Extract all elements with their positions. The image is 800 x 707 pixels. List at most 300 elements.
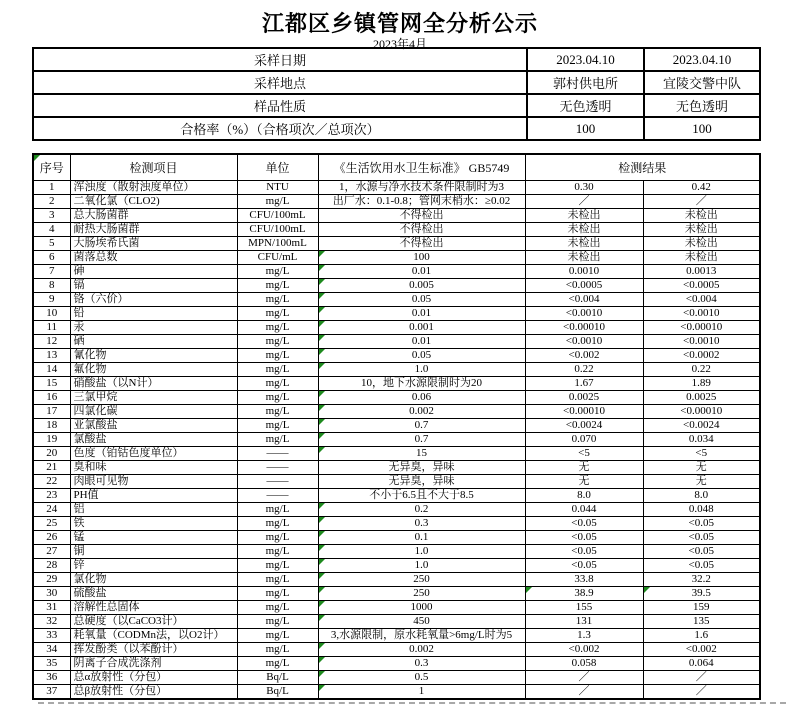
result-cell-2: [643, 545, 760, 559]
table-row: [33, 349, 760, 363]
row-number-cell: 22: [33, 475, 70, 489]
result-text-1: <0.0010: [565, 335, 603, 347]
excel-error-triangle-icon: [319, 657, 325, 663]
standard-cell: [318, 601, 525, 615]
unit-cell: ——: [237, 447, 318, 461]
row-number-cell: 20: [33, 447, 70, 461]
result-text-2: 1.89: [691, 377, 711, 389]
excel-error-triangle-icon: [319, 363, 325, 369]
result-cell-2: [643, 447, 760, 461]
row-number-cell: 31: [33, 601, 70, 615]
result-text-2: 159: [693, 601, 710, 613]
results-header-row: [33, 154, 760, 181]
unit-cell: Bq/L: [237, 685, 318, 700]
standard-text: 0.06: [411, 391, 432, 403]
table-row: [33, 559, 760, 573]
result-cell-1: [525, 349, 643, 363]
summary-table-body: [33, 48, 760, 140]
standard-cell: [318, 615, 525, 629]
table-row: [33, 461, 760, 475]
result-cell-1: [525, 531, 643, 545]
result-text-1: 未检出: [567, 251, 601, 263]
result-text-1: 0.058: [571, 657, 597, 669]
standard-cell: [318, 265, 525, 279]
standard-text: 0.01: [411, 307, 432, 319]
standard-cell: [318, 573, 525, 587]
header-cell-no: [33, 154, 70, 181]
excel-error-triangle-icon: [319, 601, 325, 607]
excel-error-triangle-icon: [319, 573, 325, 579]
result-cell-2: [643, 559, 760, 573]
item-cell: 三氯甲烷: [70, 391, 237, 405]
result-text-2: <0.00010: [680, 321, 723, 333]
result-cell-1: [525, 489, 643, 503]
excel-error-triangle-icon: [319, 503, 325, 509]
standard-cell: [318, 335, 525, 349]
result-cell-2: [643, 601, 760, 615]
row-number-cell: 3: [33, 209, 70, 223]
unit-cell: mg/L: [237, 517, 318, 531]
item-cell: 氟化物: [70, 363, 237, 377]
result-cell-1: [525, 181, 643, 195]
standard-cell: [318, 321, 525, 335]
unit-cell: mg/L: [237, 615, 318, 629]
result-cell-1: [525, 629, 643, 643]
standard-cell: [318, 237, 525, 251]
excel-error-triangle-icon: [319, 391, 325, 397]
table-row: [33, 181, 760, 195]
table-row: [33, 433, 760, 447]
summary-label-cell: 合格率（%）（合格项次／总项次）: [33, 117, 527, 140]
result-text-2: 0.0025: [686, 391, 717, 403]
result-text-1: <0.00010: [563, 321, 605, 333]
standard-text: 0.7: [414, 433, 429, 445]
row-number-cell: 4: [33, 223, 70, 237]
result-cell-1: [525, 685, 643, 700]
standard-cell: [318, 475, 525, 489]
row-number-cell: 11: [33, 321, 70, 335]
result-cell-2: [643, 223, 760, 237]
unit-cell: mg/L: [237, 531, 318, 545]
standard-text: 250: [413, 573, 430, 585]
item-cell: 铅: [70, 307, 237, 321]
unit-cell: NTU: [237, 181, 318, 195]
result-text-1: ／: [578, 685, 590, 697]
result-cell-1: [525, 391, 643, 405]
unit-cell: mg/L: [237, 307, 318, 321]
result-text-2: ／: [695, 685, 707, 697]
standard-cell: [318, 307, 525, 321]
excel-error-triangle-icon: [319, 671, 325, 677]
standard-cell: [318, 293, 525, 307]
result-text-1: 0.0025: [568, 391, 600, 403]
table-row: [33, 209, 760, 223]
table-row: [33, 223, 760, 237]
result-cell-1: [525, 307, 643, 321]
results-table-body: [33, 181, 760, 700]
standard-text: 0.5: [414, 671, 429, 683]
item-cell: 硝酸盐（以N计）: [70, 377, 237, 391]
unit-cell: mg/L: [237, 559, 318, 573]
standard-cell: [318, 433, 525, 447]
row-number-cell: 13: [33, 349, 70, 363]
result-text-2: <0.0005: [683, 279, 720, 291]
result-text-1: 131: [575, 615, 593, 627]
result-text-1: 33.8: [574, 573, 594, 585]
result-text-2: 135: [693, 615, 710, 627]
result-cell-2: [643, 335, 760, 349]
excel-error-triangle-icon: [319, 349, 325, 355]
result-cell-1: [525, 517, 643, 531]
unit-cell: mg/L: [237, 349, 318, 363]
standard-text: 0.7: [414, 419, 429, 431]
standard-cell: [318, 531, 525, 545]
table-row: [33, 587, 760, 601]
row-number-cell: 35: [33, 657, 70, 671]
row-number-cell: 37: [33, 685, 70, 700]
standard-text: 0.05: [411, 293, 432, 305]
item-cell: 氯化物: [70, 573, 237, 587]
row-number-cell: 5: [33, 237, 70, 251]
result-text-1: <0.05: [571, 545, 597, 557]
result-text-1: 38.9: [574, 587, 594, 599]
standard-text: 1.0: [414, 545, 429, 557]
result-text-2: 未检出: [684, 251, 718, 263]
result-text-1: 0.22: [574, 363, 594, 375]
standard-cell: [318, 251, 525, 265]
excel-error-triangle-icon: [319, 447, 325, 453]
item-cell: 四氯化碳: [70, 405, 237, 419]
item-cell: 硒: [70, 335, 237, 349]
result-text-2: 1.6: [694, 629, 709, 641]
excel-error-triangle-icon: [526, 587, 532, 593]
table-row: [33, 629, 760, 643]
result-text-1: ／: [578, 671, 590, 683]
table-row: [33, 531, 760, 545]
standard-cell: [318, 643, 525, 657]
table-row: [33, 279, 760, 293]
excel-error-triangle-icon: [319, 433, 325, 439]
result-cell-2: [643, 377, 760, 391]
standard-text: 0.05: [411, 349, 432, 361]
result-text-2: <0.002: [685, 643, 717, 655]
table-row: [33, 419, 760, 433]
table-row: [33, 545, 760, 559]
standard-text: 0.1: [414, 531, 429, 543]
standard-text: 0.002: [409, 405, 434, 417]
excel-error-triangle-icon: [319, 279, 325, 285]
item-cell: 氯酸盐: [70, 433, 237, 447]
unit-cell: ——: [237, 461, 318, 475]
excel-error-triangle-icon: [319, 531, 325, 537]
item-cell: 肉眼可见物: [70, 475, 237, 489]
result-cell-2: [643, 503, 760, 517]
standard-text: 不得检出: [399, 223, 444, 235]
standard-text: 不得检出: [399, 209, 444, 221]
result-text-2: <5: [695, 447, 708, 459]
row-number-cell: 23: [33, 489, 70, 503]
summary-value-cell-2: 2023.04.10: [644, 48, 760, 71]
excel-error-triangle-icon: [319, 335, 325, 341]
standard-cell: [318, 223, 525, 237]
table-row: [33, 307, 760, 321]
result-text-1: <0.0010: [565, 307, 603, 319]
result-cell-2: [643, 293, 760, 307]
result-text-1: 无: [578, 475, 590, 487]
standard-cell: [318, 671, 525, 685]
item-cell: 硫酸盐: [70, 587, 237, 601]
excel-error-triangle-icon: [319, 559, 325, 565]
standard-cell: [318, 629, 525, 643]
result-cell-2: [643, 321, 760, 335]
table-row: [33, 251, 760, 265]
result-cell-1: [525, 335, 643, 349]
row-number-cell: 28: [33, 559, 70, 573]
page-break-dashed-line: [38, 702, 786, 704]
result-text-1: 8.0: [577, 489, 591, 501]
result-text-2: <0.05: [688, 531, 714, 543]
unit-cell: mg/L: [237, 433, 318, 447]
table-row: [33, 671, 760, 685]
item-cell: 总β放射性（分包）: [70, 685, 237, 700]
unit-cell: mg/L: [237, 601, 318, 615]
standard-cell: [318, 405, 525, 419]
table-row: [33, 517, 760, 531]
table-row: [33, 503, 760, 517]
standard-text: 0.01: [411, 265, 432, 277]
standard-text: 15: [416, 447, 427, 459]
item-cell: 锰: [70, 531, 237, 545]
excel-error-triangle-icon: [319, 293, 325, 299]
standard-text: 450: [413, 615, 430, 627]
standard-cell: [318, 461, 525, 475]
result-cell-1: [525, 573, 643, 587]
summary-label-cell: 采样日期: [33, 48, 527, 71]
result-cell-1: [525, 363, 643, 377]
result-cell-2: [643, 419, 760, 433]
standard-text: 出厂水：0.1-0.8；管网末梢水：≥0.02: [332, 195, 511, 207]
row-number-cell: 18: [33, 419, 70, 433]
standard-cell: [318, 209, 525, 223]
result-text-2: 8.0: [694, 489, 709, 501]
result-text-1: 未检出: [567, 223, 601, 235]
table-row: [33, 391, 760, 405]
summary-value-cell-2: 100: [644, 117, 760, 140]
result-cell-1: [525, 643, 643, 657]
item-cell: 铝: [70, 503, 237, 517]
result-cell-2: [643, 643, 760, 657]
row-number-cell: 17: [33, 405, 70, 419]
result-text-1: <5: [578, 447, 590, 459]
standard-text: 0.002: [409, 643, 434, 655]
result-cell-2: [643, 363, 760, 377]
result-text-1: 0.044: [571, 503, 597, 515]
standard-text: 0.2: [414, 503, 429, 515]
summary-row: [33, 71, 760, 94]
result-cell-1: [525, 461, 643, 475]
unit-cell: ——: [237, 489, 318, 503]
unit-cell: mg/L: [237, 279, 318, 293]
result-cell-1: [525, 587, 643, 601]
item-cell: 挥发酚类（以苯酚计）: [70, 643, 237, 657]
item-cell: 臭和味: [70, 461, 237, 475]
result-text-1: 未检出: [567, 237, 601, 249]
result-cell-1: [525, 503, 643, 517]
unit-cell: mg/L: [237, 545, 318, 559]
header-cell-standard: 《生活饮用水卫生标准》 GB5749: [318, 154, 525, 181]
result-cell-1: [525, 545, 643, 559]
result-text-1: 1.3: [577, 629, 591, 641]
result-text-1: <0.002: [568, 349, 600, 361]
standard-text: 0.3: [414, 657, 429, 669]
row-number-cell: 19: [33, 433, 70, 447]
standard-cell: [318, 419, 525, 433]
unit-cell: mg/L: [237, 195, 318, 209]
standard-text: 无异臭，异味: [388, 461, 455, 473]
standard-cell: [318, 195, 525, 209]
table-row: [33, 447, 760, 461]
unit-cell: mg/L: [237, 643, 318, 657]
result-text-2: <0.004: [685, 293, 717, 305]
row-number-cell: 15: [33, 377, 70, 391]
table-row: [33, 657, 760, 671]
standard-cell: [318, 349, 525, 363]
summary-table: [32, 47, 761, 141]
excel-error-triangle-icon: [319, 587, 325, 593]
result-cell-1: [525, 433, 643, 447]
result-text-2: <0.05: [688, 545, 714, 557]
unit-cell: mg/L: [237, 629, 318, 643]
result-cell-2: [643, 307, 760, 321]
standard-cell: [318, 489, 525, 503]
excel-error-triangle-icon: [319, 685, 325, 691]
result-cell-2: [643, 433, 760, 447]
item-cell: 耐热大肠菌群: [70, 223, 237, 237]
result-text-2: 0.048: [688, 503, 714, 515]
table-row: [33, 615, 760, 629]
result-text-2: 未检出: [684, 209, 718, 221]
table-row: [33, 573, 760, 587]
excel-error-triangle-icon: [34, 155, 40, 161]
result-text-1: <0.0005: [565, 279, 603, 291]
page-title: 江都区乡镇管网全分析公示: [261, 11, 538, 36]
row-number-cell: 8: [33, 279, 70, 293]
result-text-2: ／: [695, 671, 707, 683]
page-subtitle: 2023年4月: [372, 37, 427, 51]
result-cell-1: [525, 223, 643, 237]
table-row: [33, 335, 760, 349]
result-cell-2: [643, 251, 760, 265]
result-cell-1: [525, 195, 643, 209]
table-row: [33, 321, 760, 335]
item-cell: 总硬度（以CaCO3计）: [70, 615, 237, 629]
result-cell-1: [525, 419, 643, 433]
result-text-1: 0.070: [571, 433, 597, 445]
result-text-2: 0.064: [688, 657, 714, 669]
header-no-label: 序号: [39, 161, 64, 175]
standard-cell: [318, 391, 525, 405]
standard-cell: [318, 377, 525, 391]
unit-cell: ——: [237, 475, 318, 489]
row-number-cell: 24: [33, 503, 70, 517]
standard-cell: [318, 181, 525, 195]
result-cell-2: [643, 517, 760, 531]
standard-text: 不小于6.5且不大于8.5: [369, 489, 474, 501]
summary-value-cell-1: 100: [527, 117, 644, 140]
result-cell-2: [643, 531, 760, 545]
unit-cell: CFU/100mL: [237, 223, 318, 237]
result-cell-1: [525, 615, 643, 629]
standard-text: 0.001: [409, 321, 434, 333]
row-number-cell: 27: [33, 545, 70, 559]
unit-cell: mg/L: [237, 265, 318, 279]
excel-error-triangle-icon: [319, 307, 325, 313]
unit-cell: mg/L: [237, 587, 318, 601]
result-cell-2: [643, 349, 760, 363]
result-cell-1: [525, 405, 643, 419]
excel-error-triangle-icon: [319, 405, 325, 411]
result-cell-2: [643, 629, 760, 643]
row-number-cell: 1: [33, 181, 70, 195]
row-number-cell: 9: [33, 293, 70, 307]
result-cell-1: [525, 251, 643, 265]
result-text-1: <0.002: [568, 643, 600, 655]
summary-value-cell-1: 2023.04.10: [527, 48, 644, 71]
standard-cell: [318, 279, 525, 293]
excel-error-triangle-icon: [319, 517, 325, 523]
standard-text: 0.005: [409, 279, 434, 291]
result-cell-1: [525, 265, 643, 279]
row-number-cell: 33: [33, 629, 70, 643]
result-text-1: 0.0010: [568, 265, 600, 277]
result-cell-1: [525, 447, 643, 461]
row-number-cell: 2: [33, 195, 70, 209]
unit-cell: mg/L: [237, 391, 318, 405]
result-cell-2: [643, 181, 760, 195]
table-row: [33, 685, 760, 700]
excel-error-triangle-icon: [644, 587, 650, 593]
row-number-cell: 16: [33, 391, 70, 405]
table-row: [33, 265, 760, 279]
summary-label-cell: 采样地点: [33, 71, 527, 94]
row-number-cell: 21: [33, 461, 70, 475]
result-text-1: 155: [575, 601, 593, 613]
result-cell-2: [643, 587, 760, 601]
item-cell: 溶解性总固体: [70, 601, 237, 615]
item-cell: PH值: [70, 489, 237, 503]
header-cell-unit: 单位: [237, 154, 318, 181]
result-text-1: <0.0024: [565, 419, 603, 431]
row-number-cell: 36: [33, 671, 70, 685]
standard-text: 1: [418, 685, 425, 697]
table-row: [33, 475, 760, 489]
result-text-2: <0.05: [688, 559, 714, 571]
standard-text: 250: [413, 587, 430, 599]
result-text-1: <0.05: [571, 531, 597, 543]
result-cell-2: [643, 279, 760, 293]
result-cell-2: [643, 671, 760, 685]
result-text-1: <0.05: [571, 517, 597, 529]
row-number-cell: 6: [33, 251, 70, 265]
result-cell-2: [643, 237, 760, 251]
result-text-1: 1.67: [574, 377, 594, 389]
result-text-1: 无: [578, 461, 590, 473]
standard-cell: [318, 503, 525, 517]
item-cell: 锌: [70, 559, 237, 573]
item-cell: 浑浊度（散射浊度单位）: [70, 181, 237, 195]
item-cell: 铬（六价）: [70, 293, 237, 307]
result-text-2: 0.034: [688, 433, 714, 445]
